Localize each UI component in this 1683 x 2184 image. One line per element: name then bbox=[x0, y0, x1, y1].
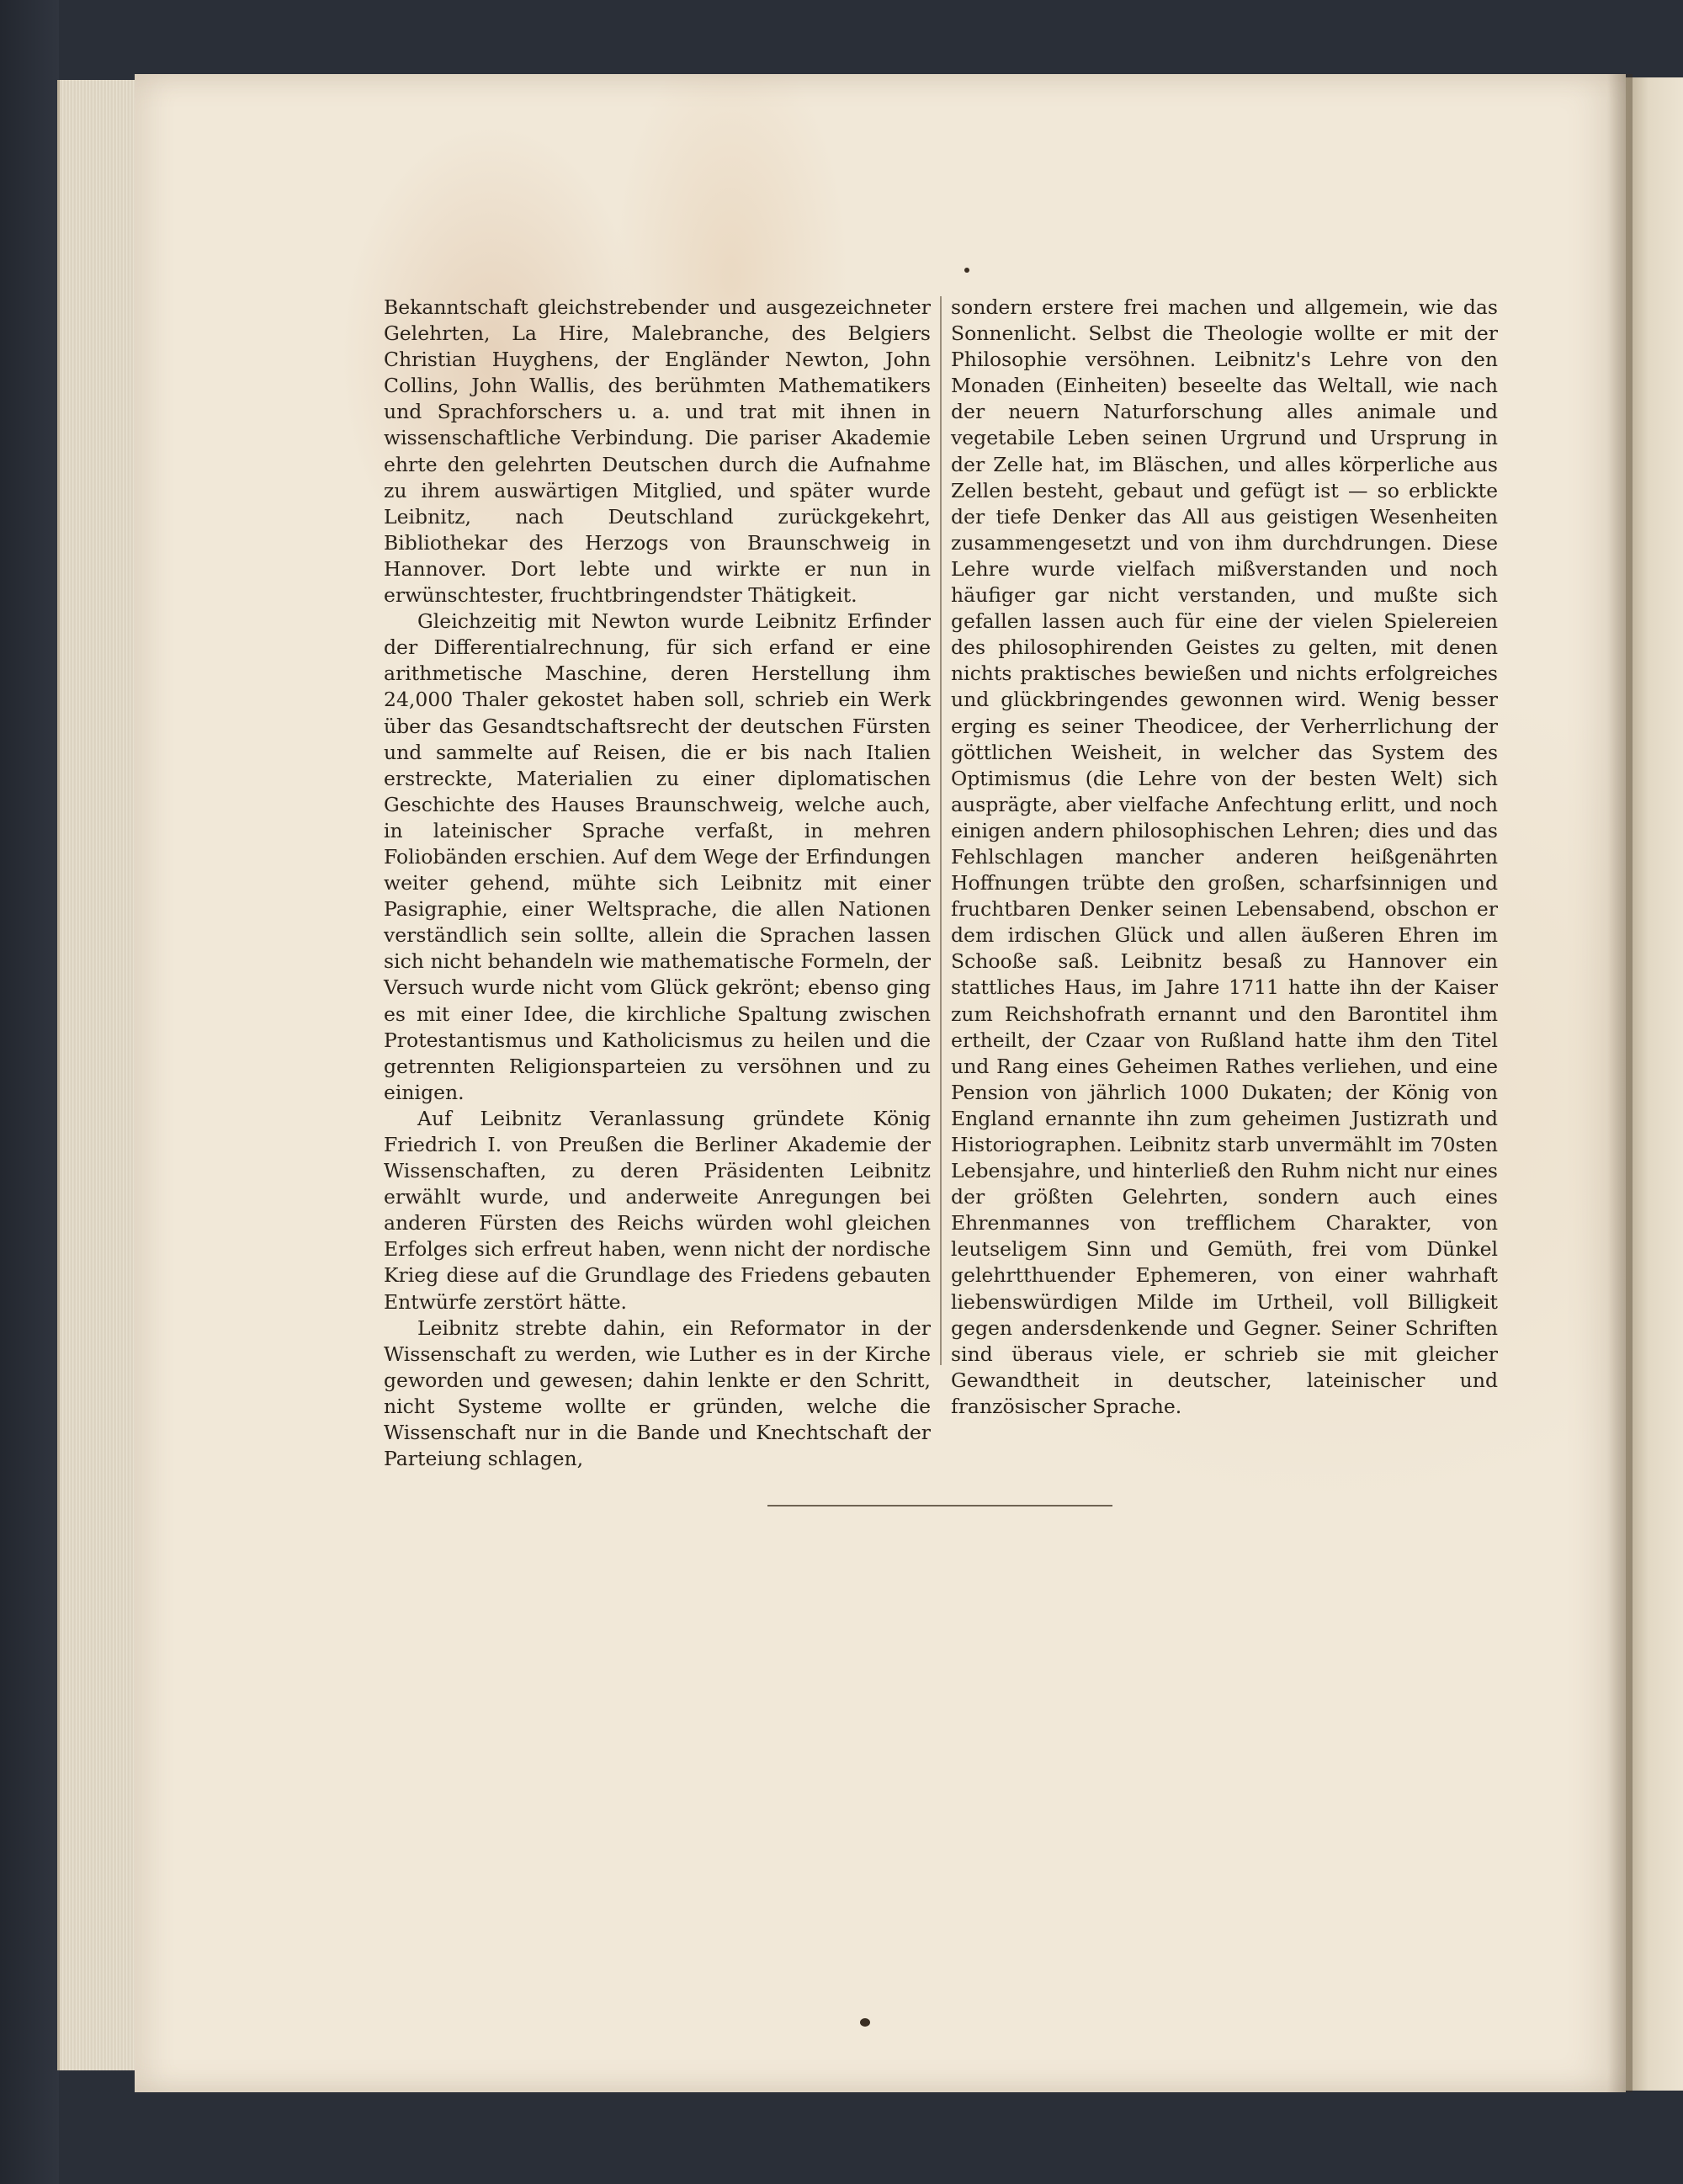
end-rule bbox=[767, 1505, 1112, 1506]
top-mark bbox=[964, 268, 969, 273]
gutter-shadow bbox=[1607, 74, 1633, 2092]
column-divider bbox=[940, 296, 942, 1365]
paragraph: Bekanntschaft gleichstrebender und ausgezeichneter Gelehrten, La Hire, Malebranche, des Belgiers Christian Huyghens, der Engländer Newton, John Collins, John Wallis, des berühmten Mathematikers und Sprachforschers u. a. und trat mit ihnen in wissenschaftliche Verbindung. Die pariser Akademie ehrte den gelehrten Deutschen durch die Aufnahme zu ihrem auswärtigen Mitglied, und später wurde Leibnitz, nach Deutschland zurückgekehrt, Bibliothekar des Herzogs von Braunschweig in Hannover. Dort lebte und wirkte er nun in erwünschtester, fruchtbringendster Thätigkeit. bbox=[384, 295, 931, 608]
bottom-mark bbox=[860, 2018, 870, 2027]
book-cover-edge bbox=[0, 0, 59, 2184]
paragraph: Auf Leibnitz Veranlassung gründete König Friedrich I. von Preußen die Berliner Akademie der Wissenschaften, zu deren Präsidenten Leibnitz erwählt wurde, und anderweite Anregungen bei anderen Fürsten des Reichs würden wohl gleichen Erfolges sich erfreut haben, wenn nicht der nordische Krieg diese auf die Grundlage des Friedens gebauten Entwürfe zerstört hätte. bbox=[384, 1106, 931, 1314]
paragraph: sondern erstere frei machen und allgemein, wie das Sonnenlicht. Selbst die Theologie wollte er mit der Philosophie versöhnen. Leibnitz's Lehre von den Monaden (Einheiten) beseelte das Weltall, wie nach der neuern Naturforschung alles animale und vegetabile Leben seinen Urgrund und Ursprung in der Zelle hat, im Bläschen, und alles körperliche aus Zellen besteht, gebaut und gefügt ist — so erblickte der tiefe Denker das All aus geistigen Wesenheiten zusammengesetzt und von ihm durchdrungen. Diese Lehre wurde vielfach mißverstanden und noch häufiger gar nicht verstanden, und mußte sich gefallen lassen auch für eine der vielen Spielereien des philosophirenden Geistes zu gelten, mit denen nichts praktisches bewießen und nichts erfolgreiches und glückbringendes gewonnen wird. Wenig besser erging es seiner Theodicee, der Verherrlichung der göttlichen Weisheit, in welcher das System des Optimismus (die Lehre von der besten Welt) sich ausprägte, aber vielfache Anfechtung erlitt, und noch einigen andern philosophischen Lehren; dies und das Fehlschlagen mancher anderen heißgenährten Hoffnungen trübte den großen, scharfsinnigen und fruchtbaren Denker seinen Lebensabend, obschon er dem irdischen Glück und allen äußeren Ehren im Schooße saß. Leibnitz besaß zu Hannover ein stattliches Haus, im Jahre 1711 hatte ihn der Kaiser zum Reichshofrath ernannt und den Barontitel ihm ertheilt, der Czaar von Rußland hatte ihm den Titel und Rang eines Geheimen Rathes verliehen, und eine Pension von jährlich 1000 Dukaten; der König von England ernannte ihn zum geheimen Justizrath und Historiographen. Leibnitz starb unvermählt im 70sten Lebensjahre, und hinterließ den Ruhm nicht nur eines der größten Gelehrten, sondern auch eines Ehrenmannes von trefflichem Charakter, von leutseligem Sinn und Gemüth, frei vom Dünkel gelehrtthuender Ephemeren, von einer wahrhaft liebenswürdigen Milde im Urtheil, voll Billigkeit gegen andersdenkende und Gegner. Seiner Schriften sind überaus viele, er schrieb sie mit gleicher Gewandtheit in deutscher, lateinischer und französischer Sprache. bbox=[951, 295, 1498, 1418]
facing-page-edge bbox=[1626, 77, 1683, 2091]
left-text-column bbox=[384, 295, 931, 1472]
right-text-column bbox=[951, 295, 1498, 1420]
paragraph: Leibnitz strebte dahin, ein Reformator in der Wissenschaft zu werden, wie Luther es in der Kirche geworden und gewesen; dahin lenkte er den Schritt, nicht Systeme wollte er gründen, welche die Wissenschaft nur in die Bande und Knechtschaft der Parteiung schlagen, bbox=[384, 1315, 931, 1471]
paragraph: Gleichzeitig mit Newton wurde Leibnitz Erfinder der Differentialrechnung, für sich erfand er eine arithmetische Maschine, deren Herstellung ihm 24,000 Thaler gekostet haben soll, schrieb ein Werk über das Gesandtschaftsrecht der deutschen Fürsten und sammelte auf Reisen, die er bis nach Italien erstreckte, Materialien zu einer diplomatischen Geschichte des Hauses Braunschweig, welche auch, in lateinischer Sprache verfaßt, in mehren Foliobänden erschien. Auf dem Wege der Erfindungen weiter gehend, mühte sich Leibnitz mit einer Pasigraphie, einer Weltsprache, die allen Nationen verständlich sein sollte, allein die Sprachen lassen sich nicht behandeln wie mathematische Formeln, der Versuch wurde nicht vom Glück gekrönt; ebenso ging es mit einer Idee, die kirchliche Spaltung zwischen Protestantismus und Katholicismus zu heilen und die getrennten Religionsparteien zu versöhnen und zu einigen. bbox=[384, 609, 931, 1104]
